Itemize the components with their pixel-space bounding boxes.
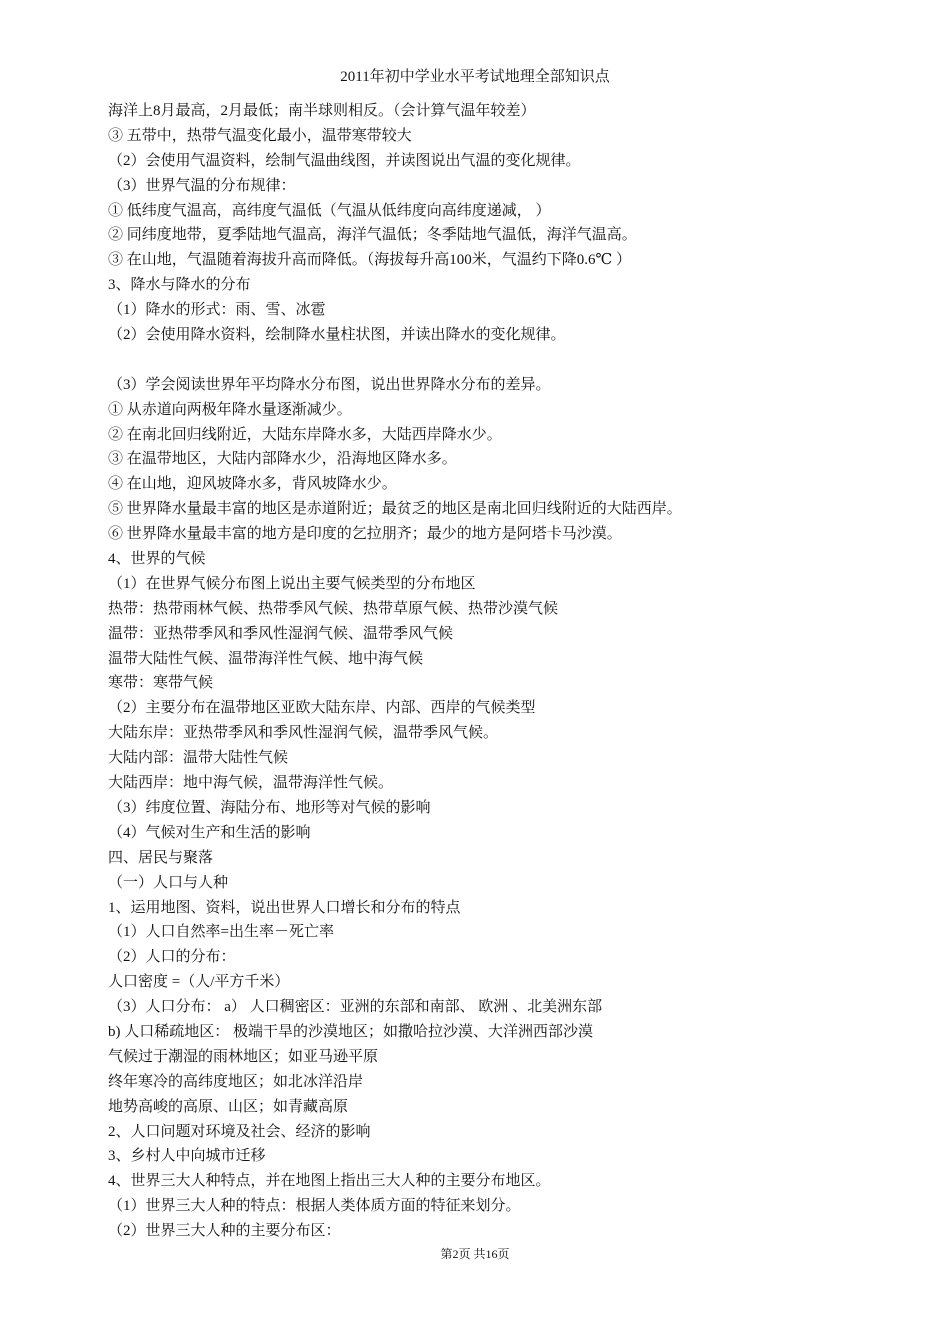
text-line: （2）人口的分布： <box>108 949 236 966</box>
text-line: 热带：热带雨林气候、热带季风气候、热带草原气候、热带沙漠气候 <box>108 600 559 617</box>
text-line: （1）在世界气候分布图上说出主要气候类型的分布地区 <box>108 575 476 592</box>
section-heading: 四、居民与聚落 <box>108 849 214 866</box>
section-heading: 4、世界的气候 <box>108 551 206 568</box>
text-line: （3）学会阅读世界年平均降水分布图，说出世界降水分布的差异。 <box>108 376 551 393</box>
text-line: 1、运用地图、资料，说出世界人口增长和分布的特点 <box>108 899 461 916</box>
text-line: （2）会使用气温资料，绘制气温曲线图，并读图说出气温的变化规律。 <box>108 152 581 169</box>
text-line: 寒带：寒带气候 <box>108 675 214 692</box>
text-line: 大陆内部：温带大陆性气候 <box>108 750 289 767</box>
text-line: ③ 在温带地区，大陆内部降水少，沿海地区降水多。 <box>108 451 457 468</box>
text-line: （1）降水的形式：雨、雪、冰雹 <box>108 302 326 319</box>
text-line: ⑤ 世界降水量最丰富的地区是赤道附近；最贫乏的地区是南北回归线附近的大陆西岸。 <box>108 501 682 518</box>
text-line: （1）人口自然率=出生率－死亡率 <box>108 924 334 941</box>
text-line: ③ 五带中，热带气温变化最小，温带寒带较大 <box>108 127 412 144</box>
text-line: 终年寒冷的高纬度地区；如北冰洋沿岸 <box>108 1073 364 1090</box>
text-line: 大陆东岸：亚热带季风和季风性湿润气候，温带季风气候。 <box>108 725 499 742</box>
page-number: 第2页 共16页 <box>440 1247 510 1261</box>
text-line: 温带：亚热带季风和季风性湿润气候、温带季风气候 <box>108 625 454 642</box>
text-line: 海洋上8月最高，2月最低；南半球则相反。（会计算气温年较差） <box>108 103 536 119</box>
text-line: （2）主要分布在温带地区亚欧大陆东岸、内部、西岸的气候类型 <box>108 700 536 717</box>
text-line: 气候过于潮湿的雨林地区；如亚马逊平原 <box>108 1048 379 1065</box>
text-line: （3）人口分布： a） 人口稠密区：亚洲的东部和南部、 欧洲 、北美洲东部 <box>108 999 603 1016</box>
text-line: ② 在南北回归线附近，大陆东岸降水多，大陆西岸降水少。 <box>108 426 502 443</box>
text-line: 温带大陆性气候、温带海洋性气候、地中海气候 <box>108 650 424 667</box>
text-line: （4）气候对生产和生活的影响 <box>108 824 311 841</box>
text-line: ④ 在山地，迎风坡降水多，背风坡降水少。 <box>108 476 397 493</box>
text-line: 3、乡村人中向城市迁移 <box>108 1148 266 1165</box>
section-heading: 3、降水与降水的分布 <box>108 277 251 294</box>
text-line: ① 低纬度气温高，高纬度气温低（气温从低纬度向高纬度递减， ） <box>108 202 551 219</box>
text-line: ① 从赤道向两极年降水量逐渐减少。 <box>108 401 352 418</box>
document-body <box>108 99 888 1244</box>
text-line: ⑥ 世界降水量最丰富的地方是印度的乞拉朋齐；最少的地方是阿塔卡马沙漠。 <box>108 526 622 543</box>
text-line: （1）世界三大人种的特点：根据人类体质方面的特征来划分。 <box>108 1198 521 1215</box>
text-line: ③ 在山地，气温随着海拔升高而降低。（海拔每升高100米，气温约下降0.6℃ ） <box>108 252 632 269</box>
text-line: b) 人口稀疏地区： 极端干旱的沙漠地区；如撒哈拉沙漠、大洋洲西部沙漠 <box>108 1023 593 1040</box>
text-line: ② 同纬度地带，夏季陆地气温高，海洋气温低；冬季陆地气温低，海洋气温高。 <box>108 227 637 244</box>
text-line: 人口密度 =（人/平方千米） <box>108 974 290 991</box>
text-line: 地势高峻的高原、山区；如青藏高原 <box>108 1098 349 1115</box>
text-line: 2、人口问题对环境及社会、经济的影响 <box>108 1123 371 1140</box>
text-line: （3）纬度位置、海陆分布、地形等对气候的影响 <box>108 799 431 816</box>
text-line: （2）世界三大人种的主要分布区： <box>108 1223 341 1240</box>
page-header-title: 2011年初中学业水平考试地理全部知识点 <box>340 69 610 85</box>
text-line: 大陆西岸：地中海气候，温带海洋性气候。 <box>108 775 394 792</box>
text-line: （3）世界气温的分布规律： <box>108 177 296 194</box>
text-line: 4、世界三大人种特点，并在地图上指出三大人种的主要分布地区。 <box>108 1173 551 1190</box>
subsection-heading: （一）人口与人种 <box>108 874 229 891</box>
text-line: （2）会使用降水资料，绘制降水量柱状图，并读出降水的变化规律。 <box>108 327 566 344</box>
blank-line <box>108 348 888 373</box>
